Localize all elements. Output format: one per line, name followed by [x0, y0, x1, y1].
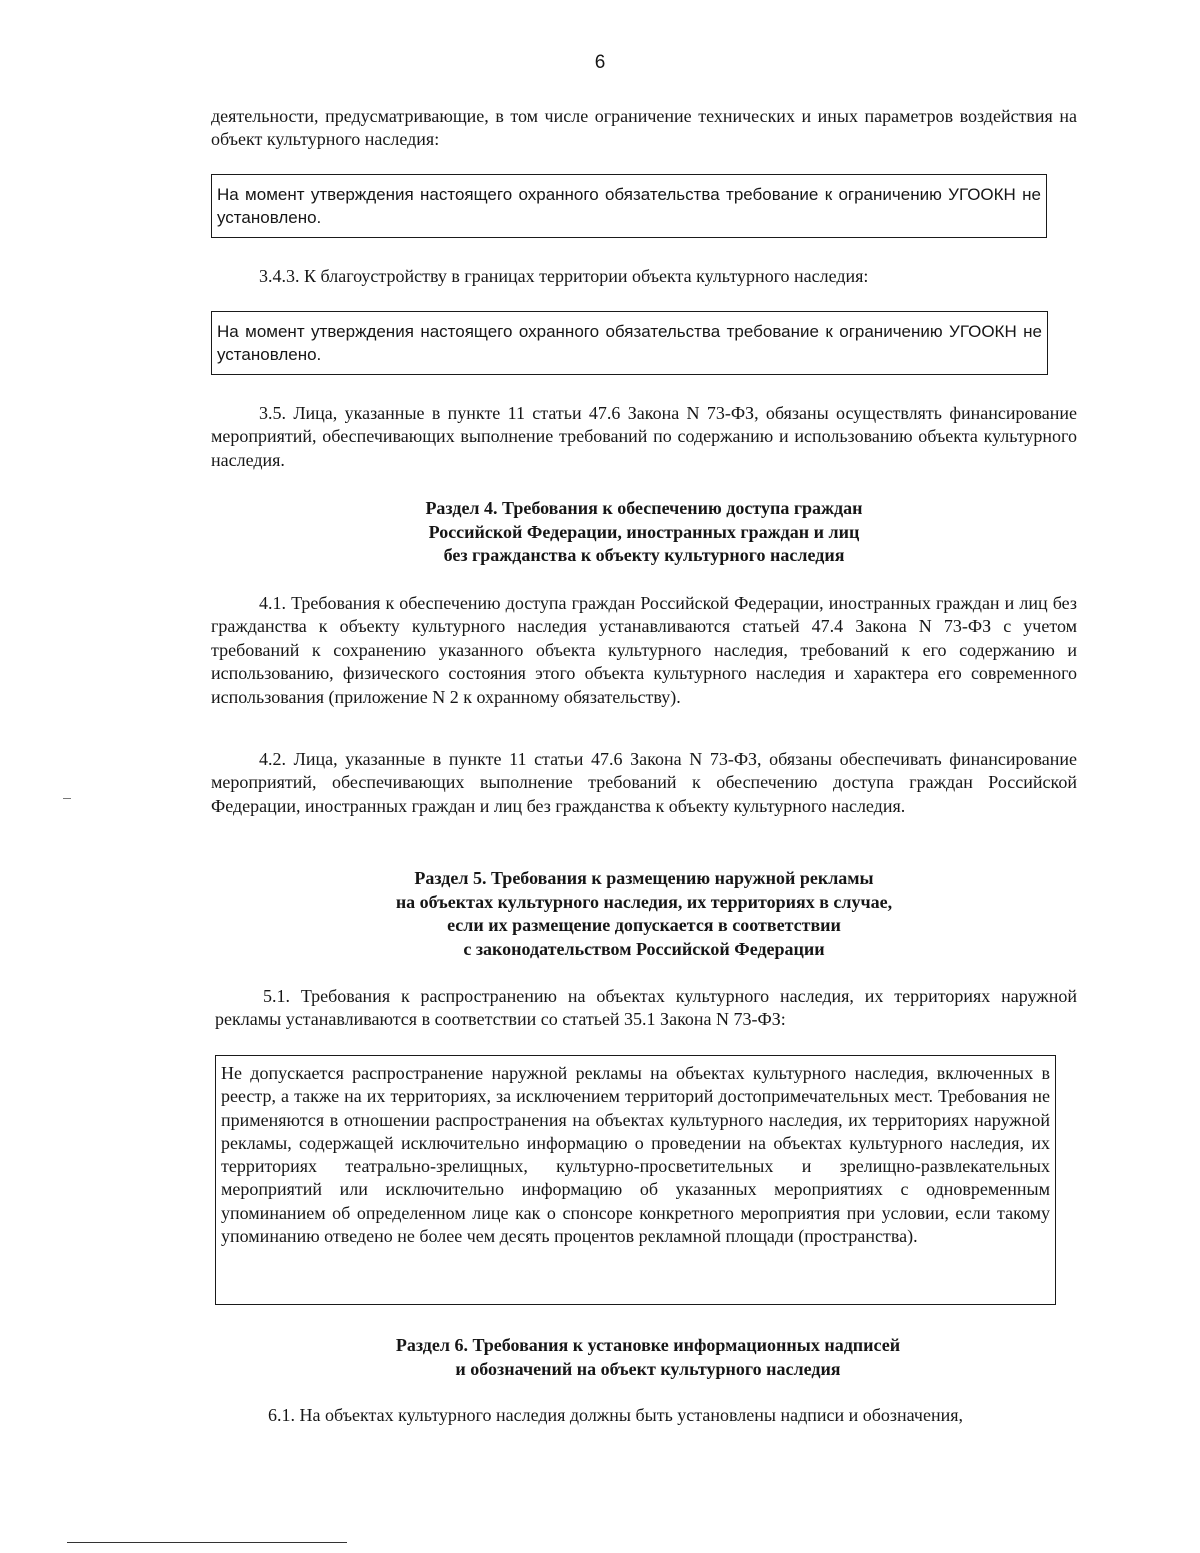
- paragraph-4-2: 4.2. Лица, указанные в пункте 11 статьи 47.6 Закона N 73-ФЗ, обязаны обеспечивать финансирование мероприятий, обеспечивающих выполнение требований к обеспечению доступа граждан Российской Федерации, иностранных граждан и лиц без гражданства к объекту культурного наследия.: [211, 749, 1077, 816]
- paragraph-3-5: 3.5. Лица, указанные в пункте 11 статьи 47.6 Закона N 73-ФЗ, обязаны осуществлять финансирование мероприятий, обеспечивающих выполнение требований по содержанию и использованию объекта культурного наследия.: [211, 403, 1077, 470]
- paragraph-6-1: 6.1. На объектах культурного наследия должны быть установлены надписи и обозначения,: [268, 1405, 964, 1425]
- section-4-heading-line1: Раздел 4. Требования к обеспечению доступа граждан: [425, 498, 863, 518]
- notice-box-landscaping: На момент утверждения настоящего охранного обязательства требование к ограничению УГООКН не установлено.: [211, 311, 1048, 375]
- section-5-heading-line1: Раздел 5. Требования к размещению наружной рекламы: [414, 868, 874, 888]
- section-6-heading-line1: Раздел 6. Требования к установке информационных надписей: [395, 1335, 901, 1355]
- margin-mark: [63, 798, 71, 799]
- paragraph-4-1: 4.1. Требования к обеспечению доступа граждан Российской Федерации, иностранных граждан и лиц без гражданства к объекту культурного наследия устанавливаются статьей 47.4 Закона N 73-ФЗ с учетом требований к сохранению указанного объекта культурного наследия, требований к его содержанию и использованию, физического состояния этого объекта культурного наследия и характера его современного использования (приложение N 2 к охранному обязательству).: [211, 593, 1077, 707]
- section-6-heading: [215, 1334, 1081, 1381]
- section-5-heading-line2: на объектах культурного наследия, их территориях в случае,: [395, 891, 893, 912]
- section-5-heading-line4: с законодательством Российской Федерации: [463, 938, 825, 959]
- section-5-heading: [211, 867, 1077, 961]
- section-5-heading-line3: если их размещение допускается в соответствии: [447, 915, 841, 935]
- page-number: 6: [594, 52, 606, 73]
- section-4-heading-line3: без гражданства к объекту культурного наследия: [443, 545, 845, 565]
- footer-rule: [67, 1542, 347, 1543]
- section-6-heading-line2: и обозначений на объект культурного наследия: [455, 1358, 841, 1379]
- paragraph-intro: деятельности, предусматривающие, в том числе ограничение технических и иных параметров воздействия на объект культурного наследия:: [211, 106, 1077, 150]
- notice-box-advertising: Не допускается распространение наружной рекламы на объектах культурного наследия, включенных в реестр, а также на их территориях, за исключением территорий достопримечательных мест. Требования не применяются в отношении распространения на объектах культурного наследия, их территориях наружной рекламы, содержащей исключительно информацию о проведении на объектах культурного наследия, их территориях театрально-зрелищных, культурно-просветительных и зрелищно-развлекательных мероприятий или исключительно информацию об указанных мероприятиях с одновременным упоминанием об определенном лице как о спонсоре конкретного мероприятия при условии, если такому упоминанию отведено не более чем десять процентов рекламной площади (пространства).: [215, 1055, 1056, 1305]
- section-4-heading: [211, 497, 1077, 568]
- notice-box-ugookn-limit: На момент утверждения настоящего охранного обязательства требование к ограничению УГООКН не установлено.: [211, 174, 1047, 238]
- paragraph-5-1: 5.1. Требования к распространению на объектах культурного наследия, их территориях наружной рекламы устанавливаются в соответствии со статьей 35.1 Закона N 73-ФЗ:: [215, 986, 1077, 1030]
- section-4-heading-line2: Российской Федерации, иностранных граждан и лиц: [428, 521, 860, 542]
- paragraph-3-4-3: 3.4.3. К благоустройству в границах территории объекта культурного наследия:: [259, 266, 869, 286]
